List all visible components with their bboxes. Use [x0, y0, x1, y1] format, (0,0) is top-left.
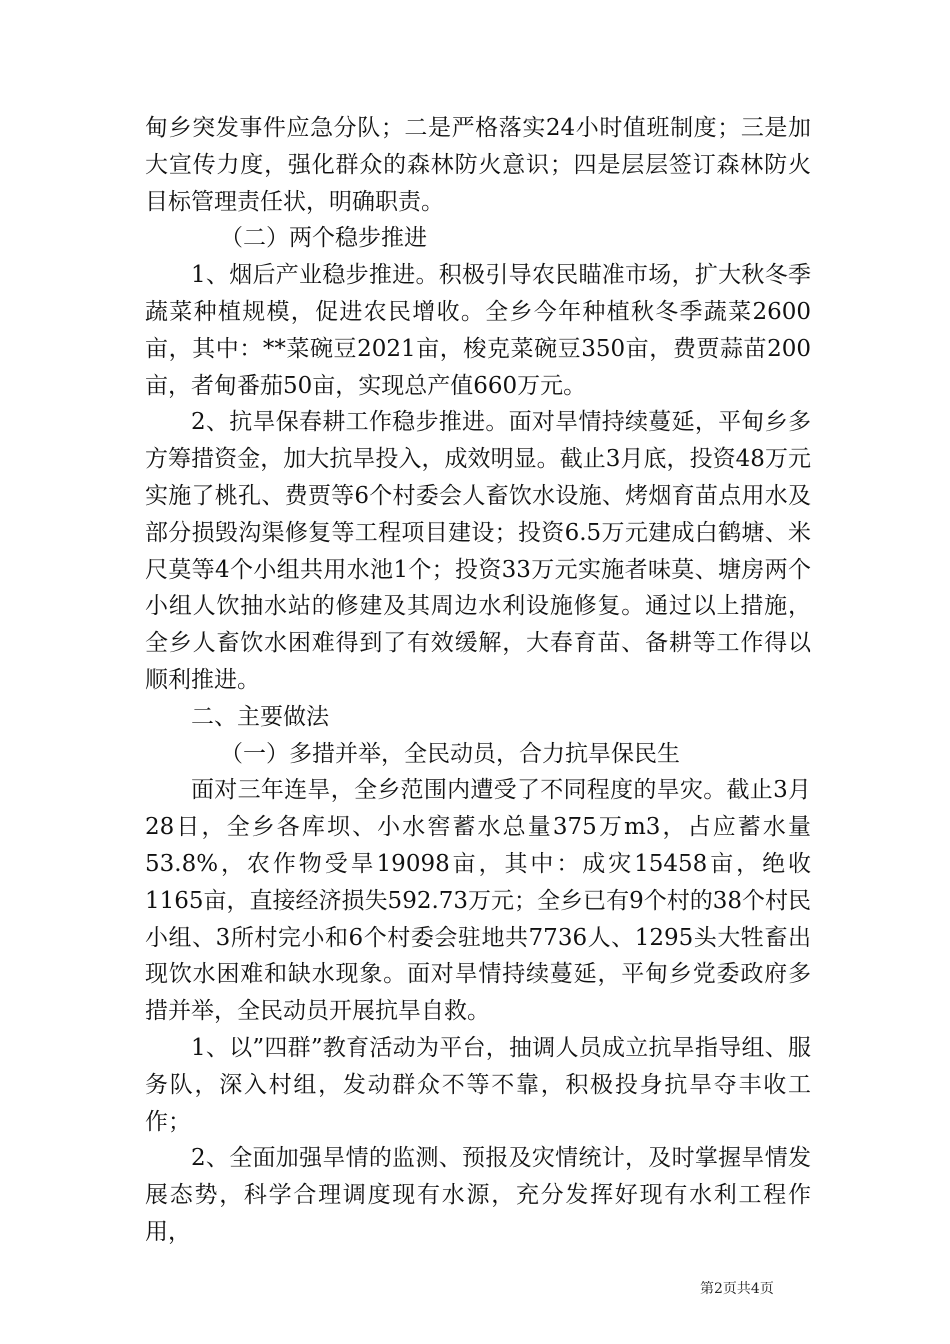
- paragraph-measure-two: 2、全面加强旱情的监测、预报及灾情统计，及时掌握旱情发展态势，科学合理调度现有水源，充分发挥好现有水利工程作用，: [145, 1145, 811, 1245]
- paragraph-drought-spring-plowing: 2、抗旱保春耕工作稳步推进。面对旱情持续蔓延，平甸乡多方筹措资金，加大抗旱投入，成效明显。截止3月底，投资48万元实施了桃孔、费贾等6个村委会人畜饮水设施、烤烟育苗点用水及部分损毁沟渠修复等工程项目建设；投资6.5万元建成白鹤塘、米尺莫等4个小组共用水池1个；投资33万元实施者味莫、塘房两个小组人饮抽水站的修建及其周边水利设施修复。通过以上措施，全乡人畜饮水困难得到了有效缓解，大春育苗、备耕等工作得以顺利推进。: [145, 409, 811, 693]
- subheading-two-steady-advances: （二）两个稳步推进: [220, 225, 427, 252]
- page-number: 第2页共4页: [700, 1281, 774, 1297]
- paragraph-tobacco-industry: 1、烟后产业稳步推进。积极引导农民瞄准市场，扩大秋冬季蔬菜种植规模，促进农民增收。全乡今年种植秋冬季蔬菜2600亩，其中：**菜碗豆2021亩，梭克菜碗豆350亩，费贾蒜苗200亩，者甸番茄50亩，实现总产值660万元。: [145, 262, 811, 399]
- paragraph-continuation: 甸乡突发事件应急分队；二是严格落实24小时值班制度；三是加大宣传力度，强化群众的森林防火意识；四是层层签订森林防火目标管理责任状，明确职责。: [145, 115, 811, 215]
- paragraph-drought-situation: 面对三年连旱，全乡范围内遭受了不同程度的旱灾。截止3月28日，全乡各库坝、小水窖蓄水总量375万m3，占应蓄水量53.8%，农作物受旱19098亩，其中：成灾15458亩，绝收1165亩，直接经济损失592.73万元；全乡已有9个村的38个村民小组、3所村完小和6个村委会驻地共7736人、1295头大牲畜出现饮水困难和缺水现象。面对旱情持续蔓延，平甸乡党委政府多措并举，全民动员开展抗旱自救。: [145, 777, 811, 1025]
- heading-main-practices: 二、主要做法: [191, 703, 329, 730]
- paragraph-measure-one: 1、以”四群”教育活动为平台，抽调人员成立抗旱指导组、服务队，深入村组，发动群众不等不靠，积极投身抗旱夺丰收工作；: [145, 1034, 811, 1135]
- document-body: [145, 110, 811, 1251]
- subheading-multiple-measures: （一）多措并举，全民动员，合力抗旱保民生: [220, 740, 680, 767]
